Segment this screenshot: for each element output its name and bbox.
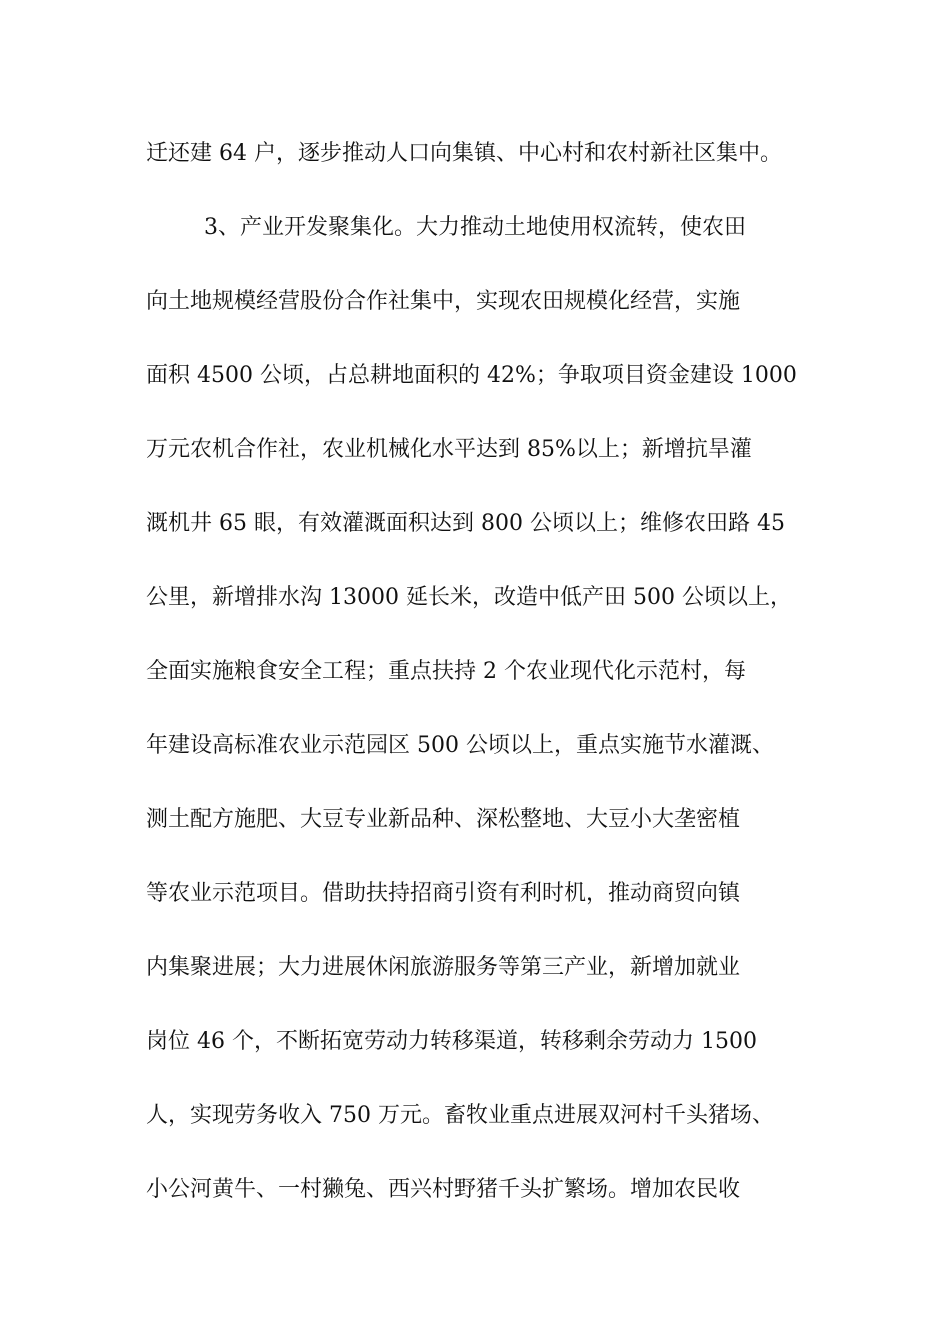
body-text [146, 127, 826, 1237]
text-line: 全面实施粮食安全工程；重点扶持 2 个农业现代化示范村，每 [146, 659, 746, 684]
text-line: 公里，新增排水沟 13000 延长米，改造中低产田 500 公顷以上， [146, 585, 792, 610]
text-line: 小公河黄牛、一村獭兔、西兴村野猪千头扩繁场。增加农民收 [146, 1177, 741, 1202]
paragraph-first-line: 3、产业开发聚集化。大力推动土地使用权流转，使农田 [204, 215, 746, 240]
text-line: 岗位 46 个，不断拓宽劳动力转移渠道，转移剩余劳动力 1500 [146, 1029, 757, 1054]
text-line: 向土地规模经营股份合作社集中，实现农田规模化经营，实施 [146, 289, 741, 314]
text-line: 迁还建 64 户，逐步推动人口向集镇、中心村和农村新社区集中。 [146, 141, 782, 166]
text-line: 内集聚进展；大力进展休闲旅游服务等第三产业，新增加就业 [146, 955, 741, 980]
text-line: 万元农机合作社，农业机械化水平达到 85%以上；新增抗旱灌 [146, 437, 752, 462]
text-line: 人，实现劳务收入 750 万元。畜牧业重点进展双河村千头猪场、 [146, 1103, 774, 1128]
text-line: 等农业示范项目。借助扶持招商引资有利时机，推动商贸向镇 [146, 881, 741, 906]
text-line: 溉机井 65 眼，有效灌溉面积达到 800 公顷以上；维修农田路 45 [146, 511, 785, 536]
text-line: 面积 4500 公顷，占总耕地面积的 42%；争取项目资金建设 1000 [146, 363, 797, 388]
text-line: 年建设高标准农业示范园区 500 公顷以上，重点实施节水灌溉、 [146, 733, 774, 758]
text-line: 测土配方施肥、大豆专业新品种、深松整地、大豆小大垄密植 [146, 807, 741, 832]
